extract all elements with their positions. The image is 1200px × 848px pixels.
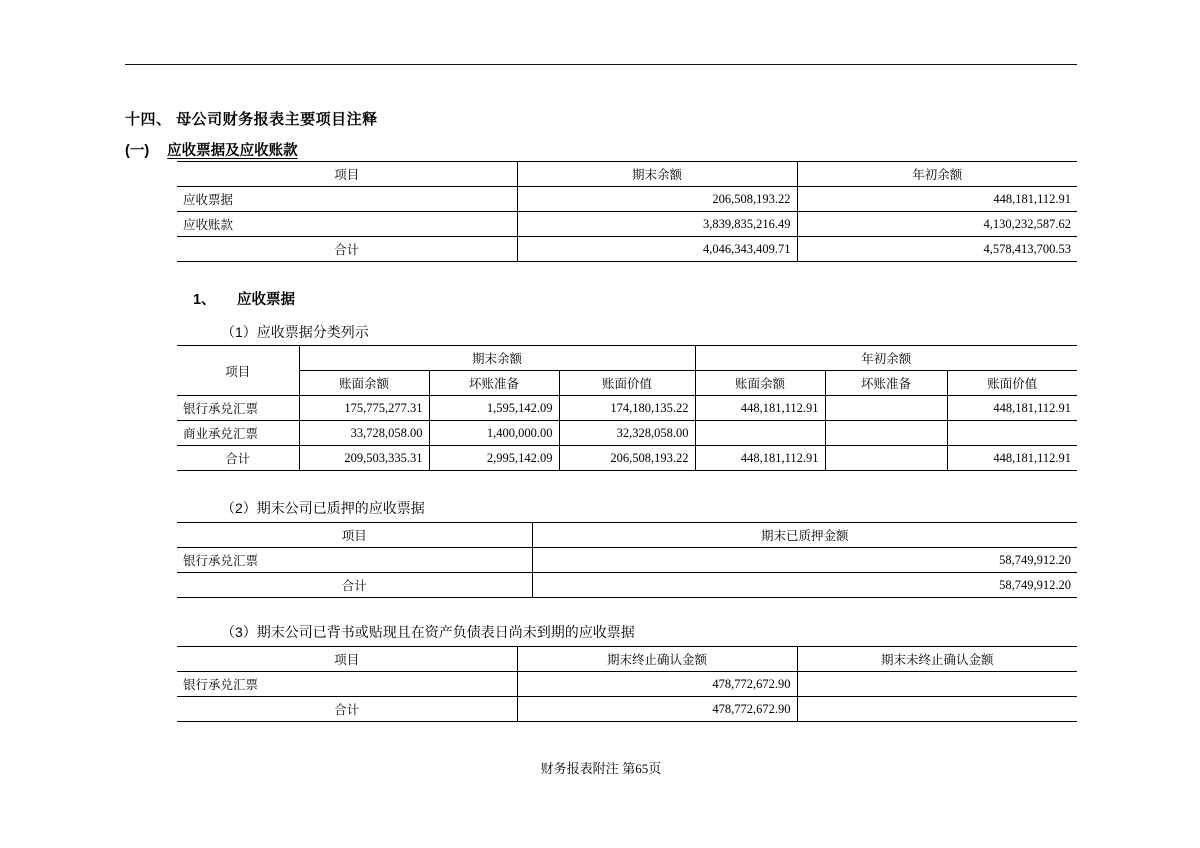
footer-page-number: 65 (635, 761, 649, 776)
cell-end-value: 174,180,135.22 (559, 396, 695, 421)
table-row (177, 396, 1077, 421)
subsection-label: (一) (125, 143, 150, 159)
col-header-item: 项目 (177, 346, 299, 396)
table-header-row-sub (177, 371, 1077, 396)
table-row (177, 672, 1077, 697)
col-header-end-group: 期末余额 (299, 346, 695, 371)
sub-3-heading: （3）期末公司已背书或贴现且在资产负债表日尚未到期的应收票据 (221, 624, 635, 640)
cell-item: 应收票据 (177, 187, 517, 212)
col-header-begin-bad: 坏账准备 (825, 371, 947, 396)
cell-begin: 4,578,413,700.53 (797, 237, 1077, 262)
col-header-begin-book: 账面余额 (695, 371, 825, 396)
cell-end-book: 209,503,335.31 (299, 446, 429, 471)
table-notes-classification (177, 345, 1077, 471)
cell-begin-bad (825, 396, 947, 421)
cell-derecognized: 478,772,672.90 (517, 697, 797, 722)
cell-item: 银行承兑汇票 (177, 396, 299, 421)
cell-amount: 58,749,912.20 (532, 573, 1077, 598)
table-pledged-notes (177, 522, 1077, 598)
col-header-not-derecognized: 期末未终止确认金额 (797, 647, 1077, 672)
cell-item: 合计 (177, 697, 517, 722)
page-content (125, 0, 1077, 848)
table-row (177, 421, 1077, 446)
cell-item: 应收账款 (177, 212, 517, 237)
sub-1-heading: （1）应收票据分类列示 (221, 324, 369, 340)
footer-label: 财务报表附注 第 (540, 761, 636, 776)
table-row (177, 187, 1077, 212)
cell-begin-value: 448,181,112.91 (947, 396, 1077, 421)
col-header-derecognized: 期末终止确认金额 (517, 647, 797, 672)
cell-end: 206,508,193.22 (517, 187, 797, 212)
col-header-item: 项目 (177, 162, 517, 187)
cell-end-bad: 2,995,142.09 (429, 446, 559, 471)
table-receivables (177, 161, 1077, 262)
cell-begin-value (947, 421, 1077, 446)
cell-amount: 58,749,912.20 (532, 548, 1077, 573)
col-header-begin-value: 账面价值 (947, 371, 1077, 396)
section-heading: 十四、 母公司财务报表主要项目注释 (125, 111, 378, 128)
table-total-row (177, 573, 1077, 598)
col-header-item: 项目 (177, 523, 532, 548)
col-header-end-value: 账面价值 (559, 371, 695, 396)
cell-end-value: 206,508,193.22 (559, 446, 695, 471)
cell-begin-book: 448,181,112.91 (695, 446, 825, 471)
sub-2-heading: （2）期末公司已质押的应收票据 (221, 500, 425, 516)
item-1-number: 1、 (193, 292, 216, 308)
cell-item: 合计 (177, 573, 532, 598)
col-header-end-book: 账面余额 (299, 371, 429, 396)
cell-begin-bad (825, 421, 947, 446)
col-header-end-bad: 坏账准备 (429, 371, 559, 396)
col-header-begin: 年初余额 (797, 162, 1077, 187)
table-total-row (177, 237, 1077, 262)
cell-item: 商业承兑汇票 (177, 421, 299, 446)
cell-begin: 4,130,232,587.62 (797, 212, 1077, 237)
table-header-row-top (177, 346, 1077, 371)
cell-end: 4,046,343,409.71 (517, 237, 797, 262)
header-rule (125, 64, 1077, 65)
cell-end: 3,839,835,216.49 (517, 212, 797, 237)
cell-begin-value: 448,181,112.91 (947, 446, 1077, 471)
cell-begin: 448,181,112.91 (797, 187, 1077, 212)
table-total-row (177, 697, 1077, 722)
col-header-end: 期末余额 (517, 162, 797, 187)
page-footer (125, 758, 1077, 777)
cell-item: 银行承兑汇票 (177, 548, 532, 573)
cell-end-bad: 1,400,000.00 (429, 421, 559, 446)
table-header-row (177, 647, 1077, 672)
table-total-row (177, 446, 1077, 471)
subsection-title: 应收票据及应收账款 (167, 143, 298, 159)
cell-begin-bad (825, 446, 947, 471)
item-1-heading (193, 288, 295, 309)
cell-end-book: 33,728,058.00 (299, 421, 429, 446)
cell-end-book: 175,775,277.31 (299, 396, 429, 421)
cell-not-derecognized (797, 697, 1077, 722)
col-header-begin-group: 年初余额 (695, 346, 1077, 371)
col-header-item: 项目 (177, 647, 517, 672)
subsection-heading (125, 139, 298, 160)
cell-begin-book: 448,181,112.91 (695, 396, 825, 421)
cell-not-derecognized (797, 672, 1077, 697)
cell-begin-book (695, 421, 825, 446)
cell-item: 合计 (177, 446, 299, 471)
cell-item: 银行承兑汇票 (177, 672, 517, 697)
table-header-row (177, 162, 1077, 187)
cell-derecognized: 478,772,672.90 (517, 672, 797, 697)
table-row (177, 548, 1077, 573)
table-row (177, 212, 1077, 237)
item-1-title: 应收票据 (237, 292, 295, 308)
cell-item: 合计 (177, 237, 517, 262)
table-endorsed-notes (177, 646, 1077, 722)
cell-end-value: 32,328,058.00 (559, 421, 695, 446)
cell-end-bad: 1,595,142.09 (429, 396, 559, 421)
col-header-amount: 期末已质押金额 (532, 523, 1077, 548)
table-header-row (177, 523, 1077, 548)
footer-suffix: 页 (648, 761, 662, 776)
